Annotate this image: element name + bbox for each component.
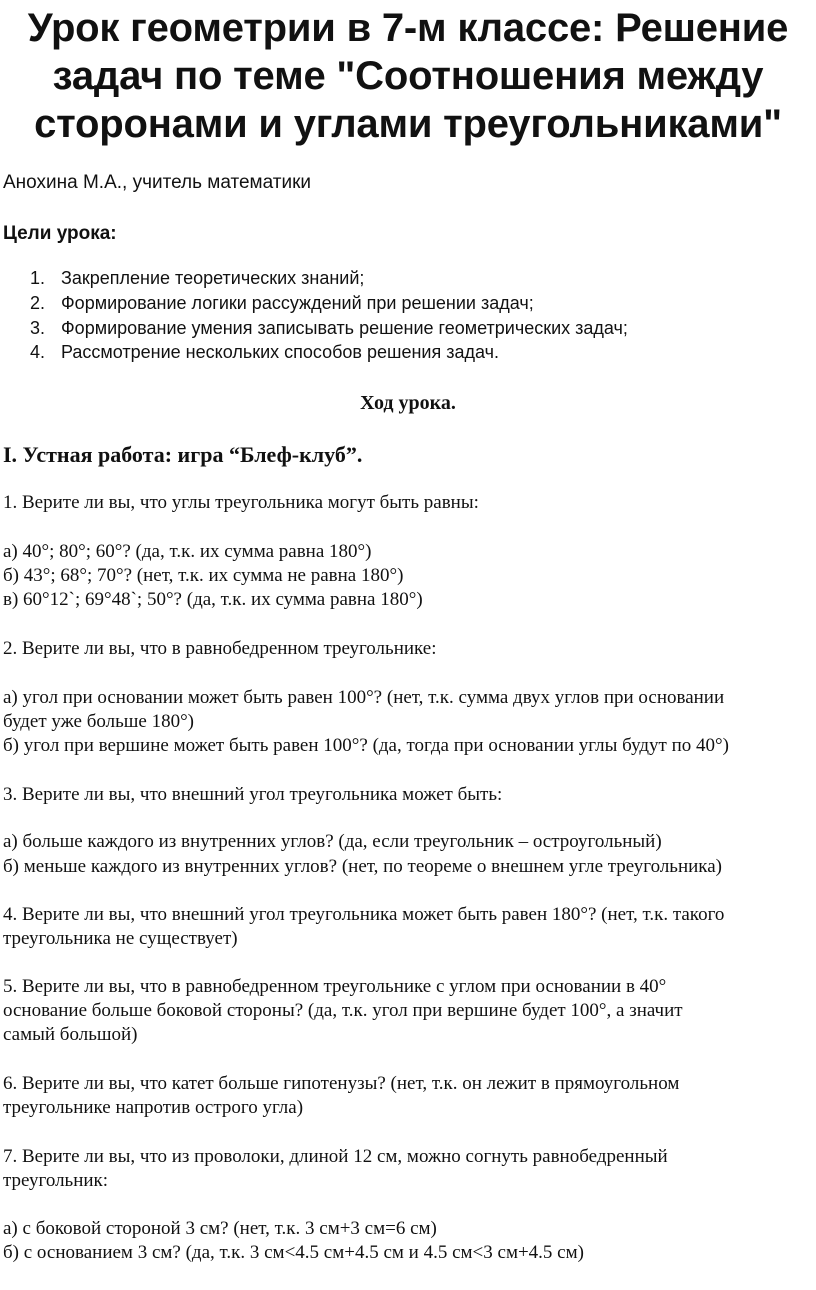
answer-3a: а) больше каждого из внутренних углов? (да, если треугольник – остроугольный) <box>3 831 662 852</box>
title-line-1: Урок геометрии в 7-м классе: Решение <box>27 6 789 50</box>
answer-2a-line-1: а) угол при основании может быть равен 100°? (нет, т.к. сумма двух углов при основании <box>3 687 725 708</box>
answer-2b: б) угол при вершине может быть равен 100°? (да, тогда при основании углы будут по 40°) <box>3 735 729 756</box>
question-5-line-2: основание больше боковой стороны? (да, т.к. угол при вершине будет 100°, а значит <box>3 1000 683 1021</box>
goal-item <box>30 292 534 314</box>
goal-number: 4. <box>30 342 46 362</box>
question-5-line-3: самый большой) <box>3 1024 138 1045</box>
goal-item <box>30 267 364 289</box>
answer-7b: б) с основанием 3 см? (да, т.к. 3 см<4.5 см+4.5 см и 4.5 см<3 см+4.5 см) <box>3 1242 584 1263</box>
question-3: 3. Верите ли вы, что внешний угол треугольника может быть: <box>3 784 503 805</box>
goal-text: Формирование логики рассуждений при решении задач; <box>61 293 534 313</box>
author-line: Анохина М.А., учитель математики <box>3 172 312 193</box>
question-2: 2. Верите ли вы, что в равнобедренном треугольнике: <box>3 638 437 659</box>
answer-3b: б) меньше каждого из внутренних углов? (нет, по теореме о внешнем угле треугольника) <box>3 856 723 877</box>
question-7-line-2: треугольник: <box>3 1170 109 1191</box>
goal-item <box>30 341 499 363</box>
question-4-line-2: треугольника не существует) <box>3 928 238 949</box>
answer-1b: б) 43°; 68°; 70°? (нет, т.к. их сумма не равна 180°) <box>3 565 404 586</box>
question-6-line-2: треугольнике напротив острого угла) <box>3 1097 304 1118</box>
answer-1a: а) 40°; 80°; 60°? (да, т.к. их сумма равна 180°) <box>3 541 372 562</box>
goal-number: 2. <box>30 293 46 313</box>
document-title <box>4 4 812 148</box>
goals-heading: Цели урока: <box>3 223 117 244</box>
question-4-line-1: 4. Верите ли вы, что внешний угол треугольника может быть равен 180°? (нет, т.к. такого <box>3 904 725 925</box>
goal-text: Формирование умения записывать решение геометрических задач; <box>61 318 628 338</box>
goal-text: Рассмотрение нескольких способов решения задач. <box>61 342 499 362</box>
course-heading: Ход урока. <box>360 392 456 414</box>
title-line-3: сторонами и углами треугольниками" <box>34 102 782 146</box>
answer-2a-line-2: будет уже больше 180°) <box>3 711 195 732</box>
answer-7a: а) с боковой стороной 3 см? (нет, т.к. 3 см+3 см=6 см) <box>3 1218 437 1239</box>
goal-item <box>30 317 628 339</box>
question-5-line-1: 5. Верите ли вы, что в равнобедренном треугольнике с углом при основании в 40° <box>3 976 667 997</box>
goal-number: 3. <box>30 318 46 338</box>
question-6-line-1: 6. Верите ли вы, что катет больше гипотенузы? (нет, т.к. он лежит в прямоугольном <box>3 1073 680 1094</box>
goal-text: Закрепление теоретических знаний; <box>61 268 365 288</box>
answer-1c: в) 60°12`; 69°48`; 50°? (да, т.к. их сумма равна 180°) <box>3 589 423 610</box>
question-7-line-1: 7. Верите ли вы, что из проволоки, длиной 12 см, можно согнуть равнобедренный <box>3 1146 668 1167</box>
question-1: 1. Верите ли вы, что углы треугольника могут быть равны: <box>3 492 479 513</box>
title-line-2: задач по теме "Соотношения между <box>52 54 764 98</box>
section-heading: I. Устная работа: игра “Блеф-клуб”. <box>3 442 363 467</box>
goal-number: 1. <box>30 268 46 288</box>
